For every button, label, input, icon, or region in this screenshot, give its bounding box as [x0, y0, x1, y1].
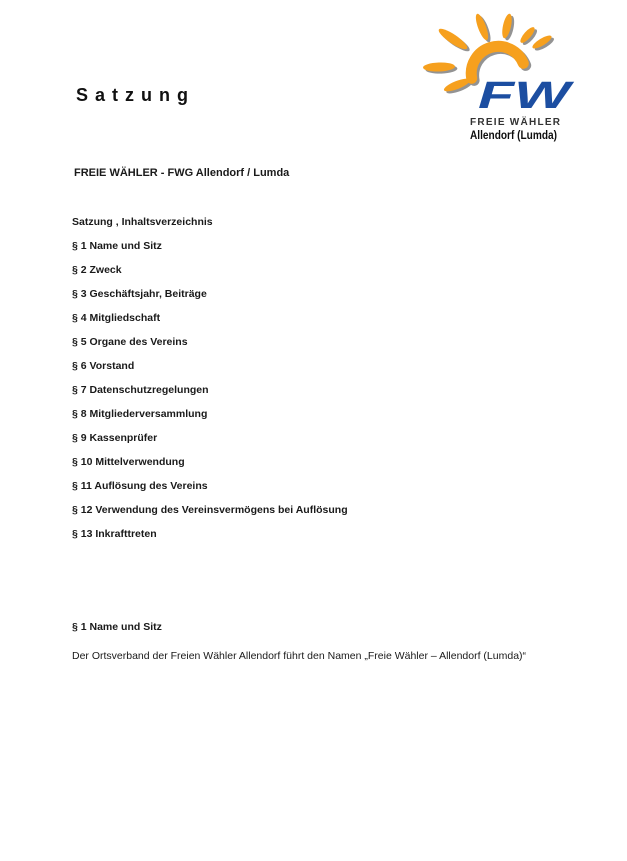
logo-org-location: Allendorf (Lumda)	[470, 130, 558, 142]
org-name-line: FREIE WÄHLER - FWG Allendorf / Lumda	[74, 167, 290, 179]
table-of-contents	[72, 210, 348, 546]
section-1-heading: § 1 Name und Sitz	[72, 621, 162, 633]
toc-item: § 6 Vorstand	[72, 360, 135, 372]
toc-item: § 2 Zweck	[72, 264, 122, 276]
toc-item: § 10 Mittelverwendung	[72, 456, 185, 468]
fw-monogram: FW	[478, 75, 575, 117]
toc-item: § 4 Mitgliedschaft	[72, 312, 161, 324]
toc-item: § 11 Auflösung des Vereins	[72, 480, 208, 492]
toc-item: § 7 Datenschutzregelungen	[72, 384, 209, 396]
logo-org-name: FREIE WÄHLER	[470, 117, 560, 128]
fw-logo	[420, 2, 580, 147]
toc-item: § 12 Verwendung des Vereinsvermögens bei Auflösung	[72, 504, 348, 516]
toc-item: § 9 Kassenprüfer	[72, 432, 158, 444]
toc-item: § 13 Inkrafttreten	[72, 528, 157, 540]
toc-item: § 1 Name und Sitz	[72, 240, 162, 252]
toc-item: § 5 Organe des Vereins	[72, 336, 188, 348]
page-title: S a t z u n g	[76, 85, 190, 105]
toc-heading: Satzung , Inhaltsverzeichnis	[72, 216, 213, 228]
toc-item: § 8 Mitgliederversammlung	[72, 408, 208, 420]
toc-item: § 3 Geschäftsjahr, Beiträge	[72, 288, 207, 300]
section-1-body: Der Ortsverband der Freien Wähler Allendorf führt den Namen „Freie Wähler – Allendorf (Lumda)“	[72, 650, 527, 662]
